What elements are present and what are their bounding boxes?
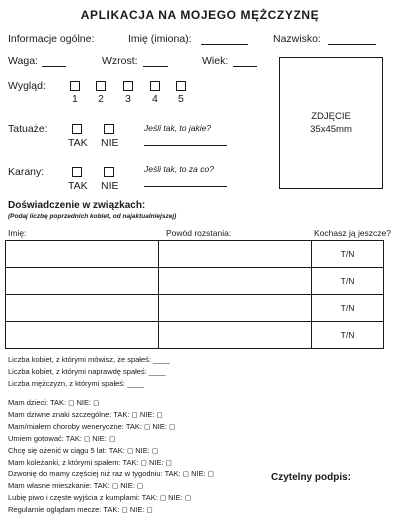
weight-label: Waga: <box>8 55 38 67</box>
question-beer[interactable]: Lubię piwo i częste wyjścia z kumplami: TAK: ◻ NIE: ◻ <box>8 493 192 503</box>
relationships-table <box>5 240 384 349</box>
criminal-yes-checkbox[interactable] <box>72 167 82 177</box>
signature-label: Czytelny podpis: <box>271 472 352 483</box>
reason-cell[interactable] <box>159 241 312 268</box>
column-love: Kochasz ją jeszcze? <box>314 228 392 238</box>
height-label: Wzrost: <box>102 55 138 67</box>
column-name: Imię: <box>8 228 27 238</box>
love-cell[interactable]: T/N <box>312 268 384 295</box>
name-cell[interactable] <box>6 268 159 295</box>
reason-cell[interactable] <box>159 322 312 349</box>
surname-field[interactable] <box>328 44 376 45</box>
criminal-label: Karany: <box>8 166 45 178</box>
criminal-no-checkbox[interactable] <box>104 167 114 177</box>
tattoo-label: Tatuaże: <box>8 123 48 135</box>
tattoo-yes-checkbox[interactable] <box>72 124 82 134</box>
name-field[interactable] <box>201 44 248 45</box>
reason-cell[interactable] <box>159 295 312 322</box>
criminal-no-label: NIE <box>101 180 119 192</box>
name-cell[interactable] <box>6 295 159 322</box>
reason-cell[interactable] <box>159 268 312 295</box>
appearance-option-5: 5 <box>178 93 184 105</box>
relationships-heading: Doświadczenie w związkach: <box>8 200 146 211</box>
tattoo-yes-label: TAK <box>68 137 88 149</box>
name-cell[interactable] <box>6 241 159 268</box>
count-line-women-said[interactable]: Liczba kobiet, z którymi mówisz, że spałeś: ____ <box>8 355 170 364</box>
question-marks[interactable]: Mam dziwne znaki szczególne: TAK: ◻ NIE: ◻ <box>8 409 163 419</box>
question-children[interactable]: Mam dzieci: TAK: ◻ NIE: ◻ <box>8 398 100 407</box>
form-title: APLIKACJA NA MOJEGO MĘŻCZYZNĘ <box>80 8 320 22</box>
appearance-option-2: 2 <box>98 93 104 105</box>
question-marriage[interactable]: Chcę się ożenić w ciągu 5 lat: TAK: ◻ NIE: ◻ <box>8 445 159 455</box>
table-row <box>6 268 384 295</box>
age-field[interactable] <box>233 66 257 67</box>
photo-box[interactable] <box>279 57 383 189</box>
question-mom-calls[interactable]: Dzwonię do mamy częściej niż raz w tygodniu: TAK: ◻ NIE: ◻ <box>8 469 214 479</box>
counts-list <box>8 354 170 390</box>
tattoo-details-field[interactable] <box>144 145 227 146</box>
tattoo-no-checkbox[interactable] <box>104 124 114 134</box>
question-matches[interactable]: Regularnie oglądam mecze: TAK: ◻ NIE: ◻ <box>8 505 153 515</box>
photo-label: ZDJĘCIE <box>311 111 351 122</box>
appearance-checkbox-1[interactable] <box>70 81 80 91</box>
weight-field[interactable] <box>42 66 66 67</box>
appearance-label: Wygląd: <box>8 80 46 92</box>
tattoo-followup: Jeśli tak, to jakie? <box>144 123 212 133</box>
count-line-men[interactable]: Liczba mężczyzn, z którymi spałeś: ____ <box>8 378 144 388</box>
question-apartment[interactable]: Mam własne mieszkanie: TAK: ◻ NIE: ◻ <box>8 481 144 491</box>
criminal-yes-label: TAK <box>68 180 88 192</box>
age-label: Wiek: <box>202 55 229 67</box>
love-cell[interactable]: T/N <box>312 322 384 349</box>
appearance-option-1: 1 <box>72 93 78 105</box>
criminal-details-field[interactable] <box>144 186 227 187</box>
table-row <box>6 295 384 322</box>
surname-label: Nazwisko: <box>273 33 321 45</box>
love-cell[interactable]: T/N <box>312 241 384 268</box>
column-reason: Powód rozstania: <box>166 228 232 238</box>
photo-size: 35x45mm <box>310 124 352 135</box>
criminal-followup: Jeśli tak, to za co? <box>144 164 214 174</box>
questions-list <box>8 397 214 516</box>
height-field[interactable] <box>143 66 168 67</box>
appearance-checkbox-4[interactable] <box>150 81 160 91</box>
question-diseases[interactable]: Mam/miałem choroby weneryczne: TAK: ◻ NIE: ◻ <box>8 421 176 431</box>
appearance-option-3: 3 <box>125 93 131 105</box>
tattoo-no-label: NIE <box>101 137 119 149</box>
appearance-checkbox-5[interactable] <box>176 81 186 91</box>
name-label: Imię (imiona): <box>128 33 192 45</box>
table-row <box>6 241 384 268</box>
question-cooking[interactable]: Umiem gotować: TAK: ◻ NIE: ◻ <box>8 433 116 443</box>
name-cell[interactable] <box>6 322 159 349</box>
relationships-subheading: (Podaj liczbę poprzednich kobiet, od najaktualniejszej) <box>8 213 177 220</box>
count-line-women-real[interactable]: Liczba kobiet, z którymi naprawdę spałeś: ____ <box>8 366 166 376</box>
table-row <box>6 322 384 349</box>
appearance-option-4: 4 <box>152 93 158 105</box>
appearance-checkbox-3[interactable] <box>123 81 133 91</box>
appearance-checkbox-2[interactable] <box>96 81 106 91</box>
love-cell[interactable]: T/N <box>312 295 384 322</box>
general-info-label: Informacje ogólne: <box>8 33 95 45</box>
question-friends[interactable]: Mam koleżanki, z którymi spałem: TAK: ◻ NIE: ◻ <box>8 457 172 467</box>
